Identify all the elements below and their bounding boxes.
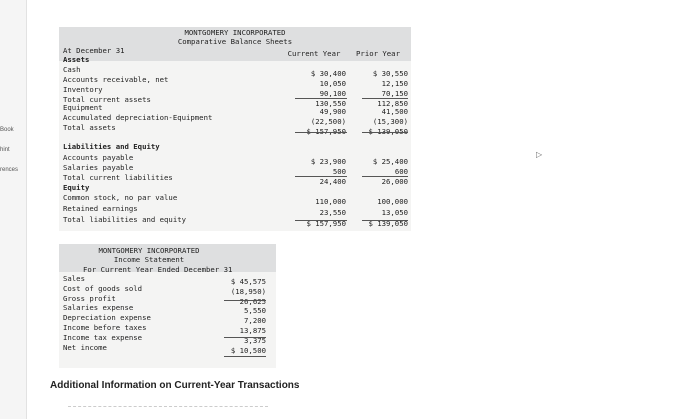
bs-date-label: At December 31	[63, 46, 125, 55]
is-title: Income Statement	[113, 255, 185, 264]
sidebar-item-hint[interactable]: hint	[0, 147, 10, 153]
bs-row-current-value: 10,050	[319, 79, 346, 88]
bs-row-prior-value: $ 139,050	[368, 127, 408, 136]
is-row-amount: $ 10,500	[230, 345, 266, 355]
bs-rule-prior-liab	[362, 176, 408, 177]
bs-row-prior-value: $ 30,550	[372, 69, 408, 78]
bs-row-current-value: $ 157,950	[306, 127, 346, 136]
bs-row-prior-value: 70,150	[381, 89, 408, 98]
bs-row-label: Salaries payable	[63, 163, 134, 172]
bs-row-prior-value: $ 139,050	[368, 219, 408, 228]
left-sidebar	[0, 0, 27, 419]
bs-col-current-header: Current Year	[287, 49, 341, 58]
bs-row-prior-value: 100,000	[377, 197, 408, 206]
is-row-label: Income before taxes	[63, 323, 147, 332]
bs-rule-prior-equity	[362, 220, 408, 221]
bs-row-current-value: (22,500)	[310, 117, 346, 126]
bs-row-current-value: 49,900	[319, 107, 346, 116]
bs-row-prior-value: 13,050	[381, 208, 408, 217]
is-row-label: Gross profit	[63, 293, 116, 303]
bs-row-prior-value: 26,000	[381, 177, 408, 186]
is-rule-cogs	[224, 300, 266, 301]
bs-row-current-value: $ 30,400	[310, 69, 346, 78]
bs-row-current-value: 24,400	[319, 177, 346, 186]
bs-row-label: Cash	[63, 65, 81, 74]
bs-rule-prior-accum	[362, 132, 408, 133]
is-row-label: Sales	[63, 274, 85, 283]
is-row-amount: 7,200	[244, 316, 266, 326]
bs-rule-current-accum	[295, 132, 347, 133]
is-row-amount: 5,550	[244, 306, 266, 316]
bs-row-label: Total current liabilities	[63, 173, 173, 182]
bs-row-prior-value: 12,150	[381, 79, 408, 88]
bs-rule-prior-assets	[362, 98, 408, 99]
bs-row-current-value: 500	[332, 167, 346, 176]
bs-rule-current-equity	[295, 220, 347, 221]
is-period: For Current Year Ended December 31	[83, 265, 233, 274]
is-row-label: Depreciation expense	[63, 313, 151, 323]
is-row-label: Salaries expense	[63, 303, 134, 313]
sidebar-item-references[interactable]: rences	[0, 167, 19, 173]
is-row-label: Net income	[63, 342, 107, 352]
is-rule-depreciation	[224, 337, 266, 338]
bs-rule-current-assets	[295, 98, 347, 99]
bs-row-current-value: 130,550	[315, 99, 346, 108]
bs-row-label: Accounts payable	[63, 153, 134, 162]
bs-row-prior-value: 600	[394, 167, 408, 176]
bs-row-label: Common stock, no par value	[63, 193, 178, 202]
bs-col-prior-header: Prior Year	[356, 49, 400, 58]
bs-row-current-value: $ 23,900	[310, 157, 346, 166]
bs-title: Comparative Balance Sheets	[177, 37, 293, 46]
bs-row-label: Inventory	[63, 85, 103, 94]
bs-row-current-value: 23,550	[319, 208, 346, 217]
bs-row-prior-value: 41,500	[381, 107, 408, 116]
is-row-amount: 13,875	[239, 326, 266, 335]
bs-row-label: Equity	[63, 183, 90, 192]
bs-row-label: Equipment	[63, 103, 103, 112]
bs-company-name: MONTGOMERY INCORPORATED	[184, 28, 286, 37]
additional-info-heading: Additional Information on Current-Year Transactions	[50, 380, 300, 391]
balance-sheet	[59, 27, 411, 231]
bs-row-current-value: $ 157,950	[306, 219, 346, 228]
is-row-amount: $ 45,575	[230, 277, 266, 286]
bs-row-label: Total assets	[63, 123, 116, 132]
is-rule-tax	[224, 356, 266, 357]
bs-rule-current-liab	[295, 176, 347, 177]
bs-row-prior-value: 112,850	[377, 99, 408, 108]
bs-row-current-value: 90,100	[319, 89, 346, 98]
bs-row-label: Retained earnings	[63, 204, 138, 213]
bs-row-label: Total liabilities and equity	[63, 215, 187, 224]
footer-divider	[68, 406, 268, 407]
bs-row-label: Liabilities and Equity	[63, 142, 160, 151]
bs-row-label: Assets	[63, 55, 90, 64]
is-row-amount: 26,625	[239, 296, 266, 306]
cursor-arrow-icon: ▷	[536, 150, 543, 159]
sidebar-item-book[interactable]: Book	[0, 127, 14, 133]
bs-row-current-value: 110,000	[315, 197, 346, 206]
income-statement	[59, 244, 276, 368]
is-company-name: MONTGOMERY INCORPORATED	[98, 246, 200, 255]
bs-row-label: Accumulated depreciation-Equipment	[63, 113, 213, 122]
bs-row-prior-value: (15,300)	[372, 117, 408, 126]
bs-row-label: Accounts receivable, net	[63, 75, 169, 84]
is-row-label: Cost of goods sold	[63, 283, 143, 293]
bs-row-prior-value: $ 25,400	[372, 157, 408, 166]
bs-row-label: Total current assets	[63, 95, 151, 104]
is-row-amount: (18,950)	[230, 286, 266, 296]
is-row-amount: 3,375	[244, 335, 266, 345]
is-row-label: Income tax expense	[63, 332, 143, 342]
